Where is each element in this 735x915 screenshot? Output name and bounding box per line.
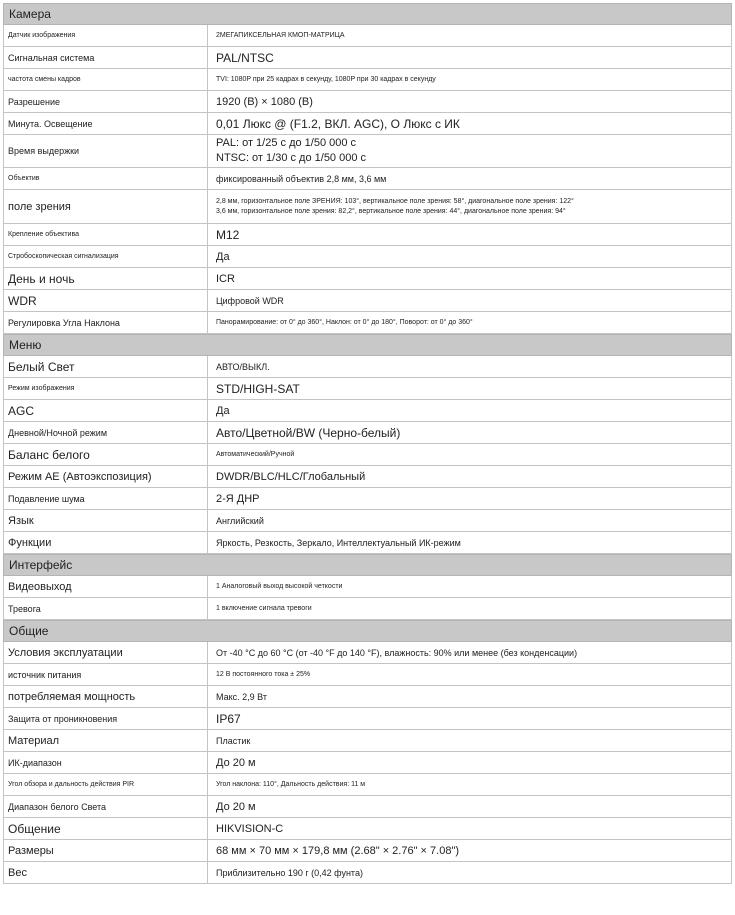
spec-label: AGC xyxy=(4,400,208,421)
spec-row xyxy=(3,422,732,444)
spec-value-line: Да xyxy=(216,404,230,417)
spec-value xyxy=(208,268,731,289)
spec-value xyxy=(208,730,731,751)
spec-label: Видеовыход xyxy=(4,576,208,597)
spec-label: Подавление шума xyxy=(4,488,208,509)
spec-value xyxy=(208,510,731,531)
spec-row xyxy=(3,818,732,840)
spec-row xyxy=(3,664,732,686)
spec-value xyxy=(208,400,731,421)
spec-label: Материал xyxy=(4,730,208,751)
spec-value xyxy=(208,356,731,377)
spec-row xyxy=(3,69,732,91)
spec-row xyxy=(3,862,732,884)
spec-row xyxy=(3,168,732,190)
spec-label: Объектив xyxy=(4,168,208,189)
spec-label: Функции xyxy=(4,532,208,553)
spec-value-line: IP67 xyxy=(216,711,241,726)
spec-row xyxy=(3,25,732,47)
spec-value xyxy=(208,290,731,311)
spec-label: Угол обзора и дальность действия PIR xyxy=(4,774,208,795)
spec-value xyxy=(208,774,731,795)
spec-label: Белый Свет xyxy=(4,356,208,377)
spec-value-line: Угол наклона: 110°, Дальность действия: 11 м xyxy=(216,781,366,788)
spec-row xyxy=(3,378,732,400)
spec-label: частота смены кадров xyxy=(4,69,208,90)
spec-label: Разрешение xyxy=(4,91,208,112)
spec-value xyxy=(208,576,731,597)
spec-value-line: TVI: 1080P при 25 кадрах в секунду, 1080P при 30 кадрах в секунду xyxy=(216,76,436,83)
spec-value-line: До 20 м xyxy=(216,800,256,813)
spec-label: Время выдержки xyxy=(4,135,208,167)
spec-label: Тревога xyxy=(4,598,208,619)
spec-row xyxy=(3,290,732,312)
spec-label: Общение xyxy=(4,818,208,839)
spec-label: Стробоскопическая сигнализация xyxy=(4,246,208,267)
spec-value xyxy=(208,224,731,245)
spec-value xyxy=(208,168,731,189)
spec-value-line: Приблизительно 190 г (0,42 фунта) xyxy=(216,867,363,878)
spec-value xyxy=(208,378,731,399)
section-header: Общие xyxy=(3,620,732,642)
spec-value-line: 1920 (В) × 1080 (В) xyxy=(216,95,313,108)
spec-value-line: STD/HIGH-SAT xyxy=(216,381,300,396)
spec-label: Язык xyxy=(4,510,208,531)
spec-value-line: АВТО/ВЫКЛ. xyxy=(216,361,270,372)
spec-value-line: DWDR/BLC/HLC/Глобальный xyxy=(216,470,366,483)
spec-row xyxy=(3,840,732,862)
spec-row xyxy=(3,47,732,69)
spec-value-line: Цифровой WDR xyxy=(216,295,284,306)
spec-row xyxy=(3,510,732,532)
spec-value-line: PAL: от 1/25 с до 1/50 000 с xyxy=(216,137,357,150)
spec-row xyxy=(3,796,732,818)
spec-value xyxy=(208,113,731,134)
spec-label: Регулировка Угла Наклона xyxy=(4,312,208,333)
spec-value-line: 68 мм × 70 мм × 179,8 мм (2.68" × 2.76" × 7.08") xyxy=(216,844,460,857)
spec-value xyxy=(208,91,731,112)
spec-value xyxy=(208,466,731,487)
spec-value-line: NTSC: от 1/30 с до 1/50 000 с xyxy=(216,152,367,164)
spec-value xyxy=(208,246,731,267)
spec-value-line: Панорамирование: от 0° до 360°, Наклон: от 0° до 180°, Поворот: от 0° до 360° xyxy=(216,319,473,326)
spec-row xyxy=(3,356,732,378)
section-header: Камера xyxy=(3,3,732,25)
spec-row xyxy=(3,224,732,246)
spec-row xyxy=(3,532,732,554)
spec-label: Вес xyxy=(4,862,208,883)
spec-row xyxy=(3,190,732,224)
spec-label: Сигнальная система xyxy=(4,47,208,68)
spec-value xyxy=(208,135,731,167)
spec-row xyxy=(3,752,732,774)
spec-value xyxy=(208,796,731,817)
spec-value-line: Яркость, Резкость, Зеркало, Интеллектуальный ИК-режим xyxy=(216,537,461,548)
spec-row xyxy=(3,268,732,290)
spec-value-line: 2,8 мм, горизонтальное поле ЗРЕНИЯ: 103°, вертикальное поле зрения: 58°, диагональное поле зрения: 122° xyxy=(216,198,574,206)
spec-row xyxy=(3,730,732,752)
spec-value-line: M12 xyxy=(216,227,240,242)
spec-value xyxy=(208,642,731,663)
spec-value xyxy=(208,598,731,619)
spec-value-line: фиксированный объектив 2,8 мм, 3,6 мм xyxy=(216,173,387,184)
spec-value-line: До 20 м xyxy=(216,756,256,769)
spec-value xyxy=(208,488,731,509)
spec-value-line: PAL/NTSC xyxy=(216,50,274,65)
spec-row xyxy=(3,686,732,708)
spec-value-line: 3,6 мм, горизонтальное поле зрения: 82,2°, вертикальное поле зрения: 44°, диагональное поле зрения: 94° xyxy=(216,207,566,215)
spec-value-line: 1 включение сигнала тревоги xyxy=(216,605,312,612)
spec-value-line: 12 В постоянного тока ± 25% xyxy=(216,671,311,678)
spec-value-line: 0,01 Люкс @ (F1.2, ВКЛ. AGC), О Люкс с ИК xyxy=(216,116,460,131)
spec-value xyxy=(208,69,731,90)
spec-label: потребляемая мощность xyxy=(4,686,208,707)
spec-row xyxy=(3,774,732,796)
spec-value xyxy=(208,444,731,465)
spec-value xyxy=(208,664,731,685)
spec-value xyxy=(208,47,731,68)
spec-label: Минута. Освещение xyxy=(4,113,208,134)
spec-value xyxy=(208,752,731,773)
spec-row xyxy=(3,488,732,510)
spec-table xyxy=(3,3,732,884)
spec-row xyxy=(3,312,732,334)
spec-value-line: 2-Я ДНР xyxy=(216,492,260,505)
spec-value-line: Автоматический/Ручной xyxy=(216,451,295,458)
spec-value xyxy=(208,190,731,223)
spec-value-line: Макс. 2,9 Вт xyxy=(216,691,267,702)
spec-row xyxy=(3,642,732,664)
spec-value-line: Да xyxy=(216,250,230,263)
spec-row xyxy=(3,466,732,488)
spec-row xyxy=(3,135,732,168)
spec-label: Крепление объектива xyxy=(4,224,208,245)
spec-label: Диапазон белого Света xyxy=(4,796,208,817)
section-header: Интерфейс xyxy=(3,554,732,576)
spec-value xyxy=(208,312,731,333)
spec-label: Режим изображения xyxy=(4,378,208,399)
section-header: Меню xyxy=(3,334,732,356)
spec-value-line: Пластик xyxy=(216,735,251,746)
spec-value-line: HIKVISION-C xyxy=(216,822,284,835)
spec-row xyxy=(3,708,732,730)
spec-value-line: Английский xyxy=(216,515,264,526)
spec-label: Режим AE (Автоэкспозиция) xyxy=(4,466,208,487)
spec-label: Баланс белого xyxy=(4,444,208,465)
spec-row xyxy=(3,444,732,466)
spec-value xyxy=(208,25,731,46)
spec-label: WDR xyxy=(4,290,208,311)
spec-row xyxy=(3,246,732,268)
spec-row xyxy=(3,576,732,598)
spec-label: Датчик изображения xyxy=(4,25,208,46)
spec-value xyxy=(208,532,731,553)
spec-value xyxy=(208,686,731,707)
spec-value xyxy=(208,708,731,729)
spec-value xyxy=(208,840,731,861)
spec-value-line: 2МЕГАПИКСЕЛЬНАЯ КМОП-МАТРИЦА xyxy=(216,32,345,39)
spec-value xyxy=(208,818,731,839)
spec-value-line: От -40 °C до 60 °C (от -40 °F до 140 °F), влажность: 90% или менее (без конденсации) xyxy=(216,647,578,658)
spec-label: источник питания xyxy=(4,664,208,685)
spec-row xyxy=(3,400,732,422)
spec-label: Размеры xyxy=(4,840,208,861)
spec-row xyxy=(3,598,732,620)
spec-value-line: Авто/Цветной/BW (Черно-белый) xyxy=(216,425,401,440)
spec-value-line: 1 Аналоговый выход высокой четкости xyxy=(216,583,343,590)
spec-value-line: ICR xyxy=(216,272,235,285)
spec-label: Защита от проникновения xyxy=(4,708,208,729)
spec-row xyxy=(3,91,732,113)
spec-label: День и ночь xyxy=(4,268,208,289)
spec-value xyxy=(208,422,731,443)
spec-value xyxy=(208,862,731,883)
spec-label: поле зрения xyxy=(4,190,208,223)
spec-row xyxy=(3,113,732,135)
spec-label: Дневной/Ночной режим xyxy=(4,422,208,443)
spec-label: Условия эксплуатации xyxy=(4,642,208,663)
spec-label: ИК-диапазон xyxy=(4,752,208,773)
